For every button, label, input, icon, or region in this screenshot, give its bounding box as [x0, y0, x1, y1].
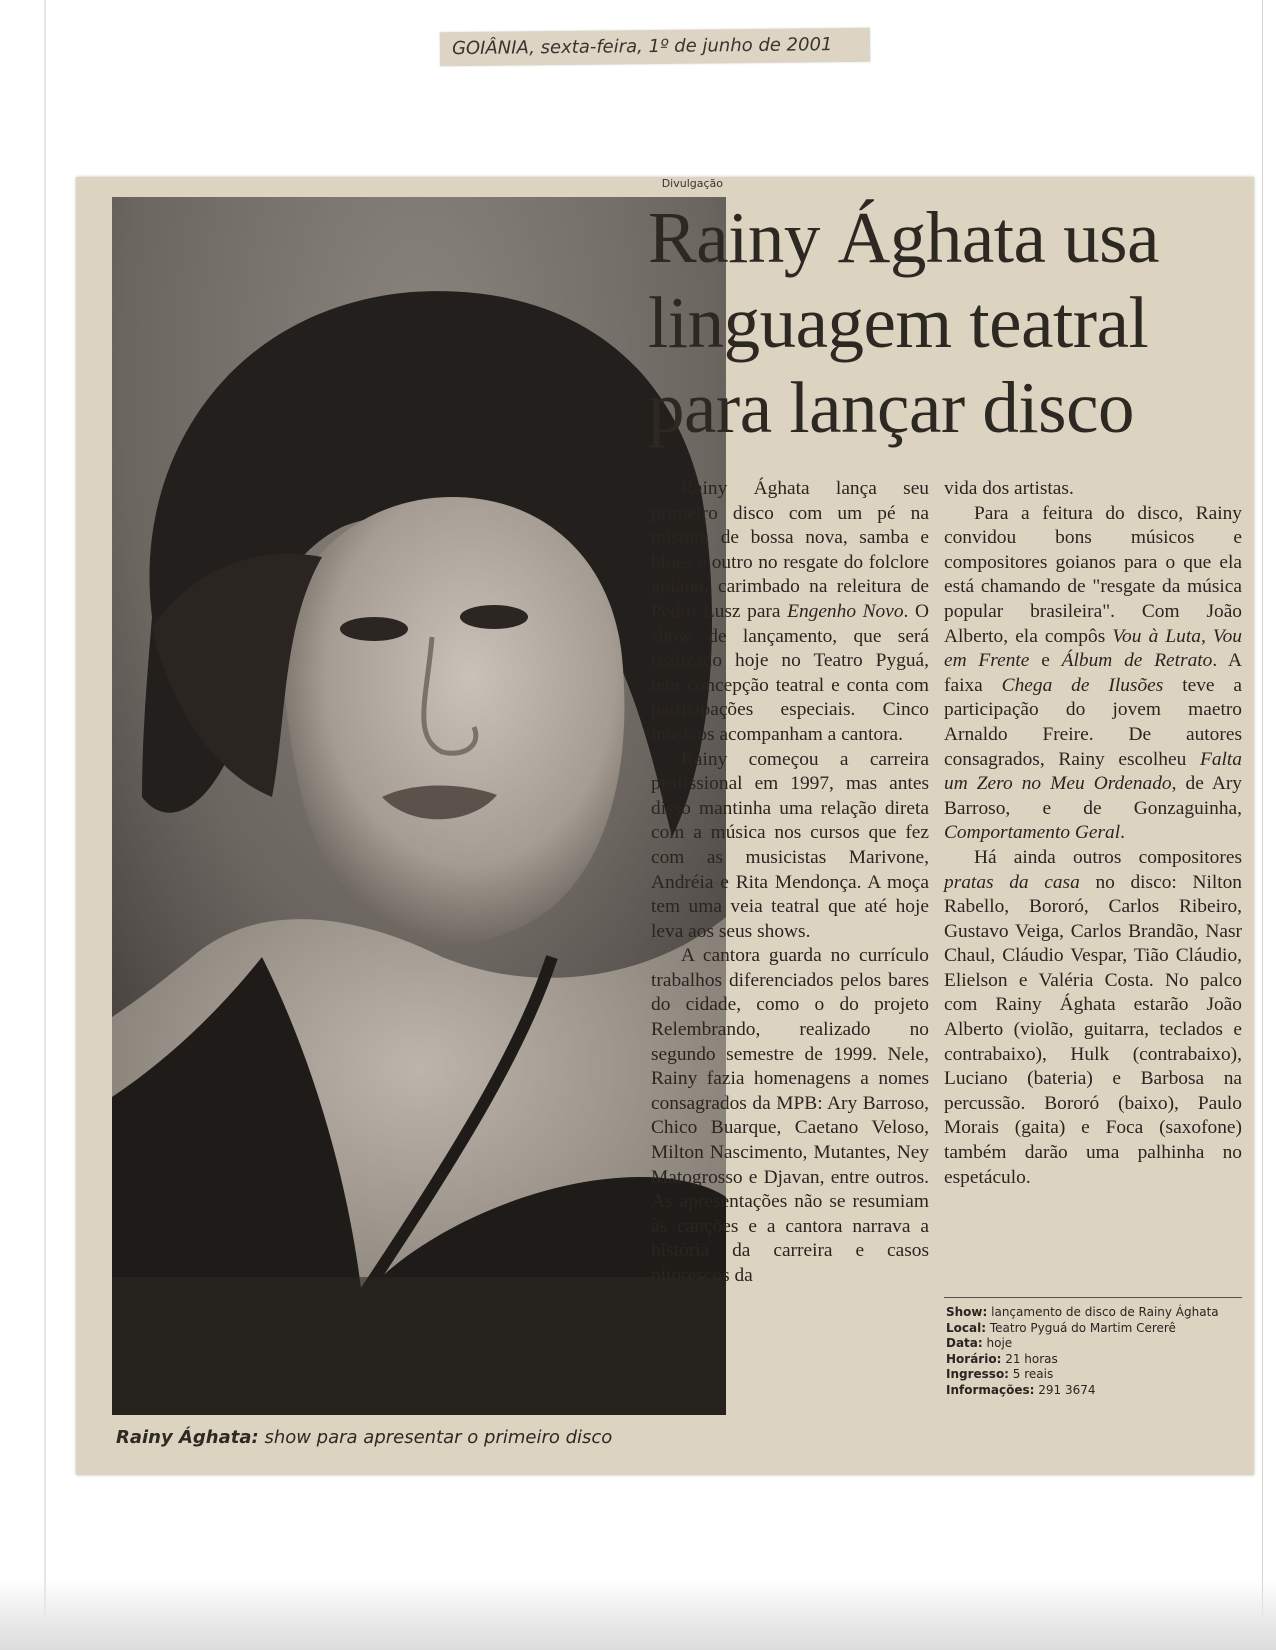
- paragraph-4-text: .: [1120, 822, 1125, 844]
- song-title: Falta um Zero no Meu Ordenado: [944, 748, 1242, 795]
- paragraph-4: [944, 502, 1242, 846]
- info-label: Data:: [946, 1336, 983, 1350]
- photo-right-eye: [460, 605, 528, 629]
- photo-caption: [116, 1427, 736, 1448]
- portrait-photo-illustration: [112, 197, 726, 1415]
- portrait-photo: [112, 197, 726, 1415]
- article-column-2: [944, 477, 1242, 1190]
- info-label: Show:: [946, 1305, 988, 1319]
- song-title: Chega de Ilusões: [1001, 674, 1164, 696]
- event-info-box: [946, 1305, 1244, 1398]
- info-row: [946, 1352, 1244, 1368]
- info-label: Horário:: [946, 1351, 1002, 1366]
- info-row: [946, 1383, 1244, 1399]
- info-value: lançamento de disco de Rainy Ághata: [987, 1305, 1219, 1319]
- info-value: Teatro Pyguá do Martim Cererê: [986, 1320, 1176, 1335]
- article-column-1: [651, 477, 929, 1289]
- info-label: Local:: [946, 1320, 987, 1335]
- song-title: Vou à Luta, Vou em Frente: [944, 625, 1242, 672]
- page-left-edge: [44, 0, 46, 1650]
- paragraph-4-text: . A faixa: [944, 650, 1242, 696]
- photo-left-eye: [340, 617, 408, 641]
- info-row: [946, 1336, 1244, 1352]
- paragraph-1-text: Rainy Ághata lança seu primeiro disco com um pé na mistura de bossa nova, samba e blues e outro no resgate do folclore goiano, carimbado na releitura de Pedro Lusz para: [651, 478, 929, 622]
- headline: Rainy Ághata usa linguagem teatral para lançar disco: [648, 197, 1159, 448]
- page-right-edge: [1262, 0, 1263, 1650]
- dateline: GOIÂNIA, sexta-feira, 1º de junho de 2001: [451, 34, 833, 60]
- info-box-rule: [944, 1297, 1242, 1298]
- paragraph-4-text: teve a participação do jovem maetro Arnaldo Freire. De autores consagrados, Rainy escolheu: [944, 674, 1242, 770]
- info-label: Informações:: [946, 1382, 1035, 1397]
- song-title: Comportamento Geral: [944, 822, 1121, 844]
- paragraph-4-text: , de Ary Barroso, e de Gonzaguinha,: [944, 773, 1242, 819]
- paragraph-1-text-end: . O show de lançamento, que será realizado hoje no Teatro Pyguá, tem concepção teatral e conta com participações especiais. Cinco músicos acompanham a cantora.: [651, 600, 929, 745]
- paragraph-5-text: Há ainda outros compositores: [974, 846, 1242, 868]
- paragraph-1: [651, 477, 929, 748]
- photo-bottom-shade: [112, 1277, 726, 1415]
- info-row: [946, 1367, 1244, 1383]
- paragraph-3: A cantora guarda no currículo trabalhos diferenciados pelos bares do cidade, como o do projeto Relembrando, realizado no segundo semestre de 1999. Nele, Rainy fazia homenagens a nomes consagrados da MPB: Ary Barroso, Chico Buarque, Caetano Veloso, Milton Nascimento, Mutantes, Ney Matogrosso e Djavan, entre outros. As apresentações não se resumiam às canções e a cantora narrava a história da carreira e casos pitorescos da: [651, 945, 929, 1286]
- emphasis-text: pratas da casa: [944, 871, 1080, 893]
- info-label: Ingresso:: [946, 1367, 1009, 1381]
- song-title: Engenho Novo: [787, 600, 904, 622]
- info-value: 21 horas: [1001, 1351, 1058, 1366]
- info-value: 5 reais: [1008, 1367, 1054, 1381]
- song-title: Álbum de Retrato: [1061, 650, 1213, 672]
- paragraph-5: [944, 846, 1242, 1190]
- paragraph-4-text: e: [1029, 650, 1062, 672]
- info-value: 291 3674: [1034, 1382, 1096, 1397]
- paragraph-4-text: Para a feitura do disco, Rainy convidou bons músicos e compositores goianos para o que ela está chamando de "resgate da música popular brasileira". Com João Alberto, ela compôs: [944, 502, 1242, 647]
- paragraph-2: Rainy começou a carreira profissional em 1997, mas antes disso mantinha uma relação direta com a música nos cursos que fez com as musicistas Marivone, Andréia e Rita Mendonça. A moça tem uma veia teatral que até hoje leva aos seus shows.: [651, 748, 929, 942]
- info-value: hoje: [982, 1336, 1013, 1350]
- dateline-clipping: [440, 28, 870, 67]
- info-row: [946, 1321, 1244, 1337]
- caption-name: Rainy Ághata:: [116, 1427, 259, 1448]
- page-bottom-shadow: [0, 1580, 1276, 1650]
- newspaper-clipping: [76, 177, 1254, 1475]
- photo-credit: Divulgação: [661, 177, 723, 190]
- paragraph-5-text: no disco: Nilton Rabello, Bororó, Carlos Ribeiro, Gustavo Veiga, Carlos Brandão, Nasr Chaul, Cláudio Vespar, Tião Cláudio, Elielson e Valéria Costa. No palco com Rainy Ághata estarão João Alberto (violão, guitarra, teclados e contrabaixo), Hulk (contrabaixo), Luciano (bateria) e Barbosa na percussão. Bororó (baixo), Paulo Morais (gaita) e Foca (saxofone) também darão uma palhinha no espetáculo.: [944, 871, 1242, 1188]
- paragraph-3-continued: vida dos artistas.: [944, 478, 1074, 499]
- caption-text: show para apresentar o primeiro disco: [258, 1427, 613, 1448]
- info-row: [946, 1305, 1244, 1321]
